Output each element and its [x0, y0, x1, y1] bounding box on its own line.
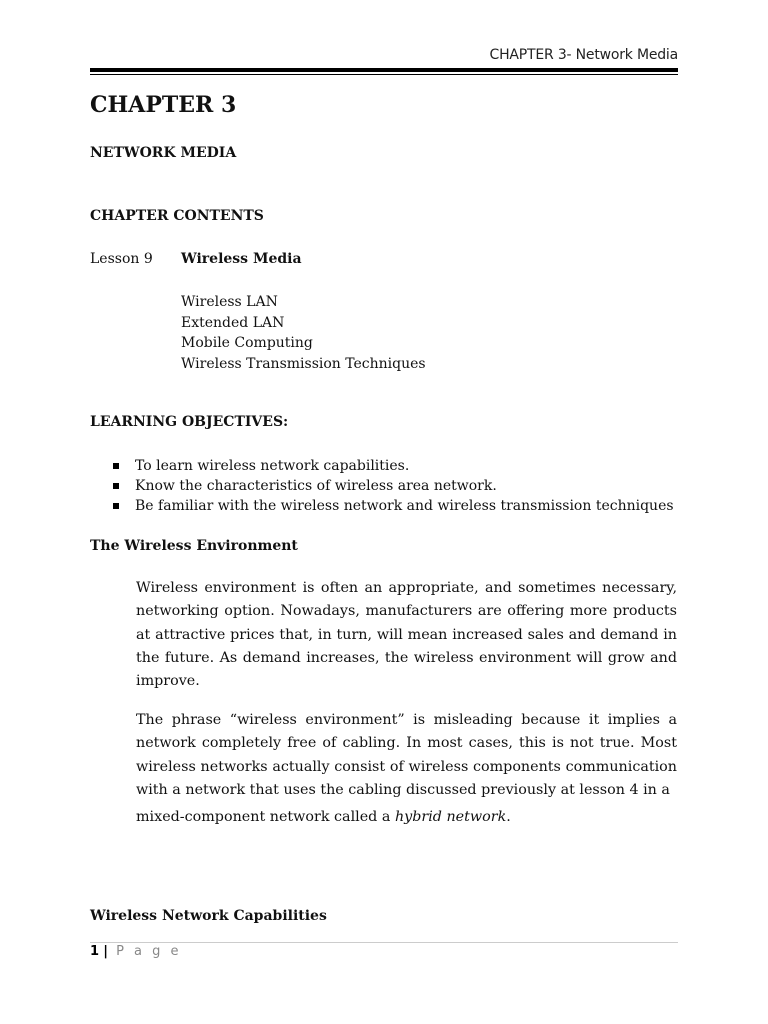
page-label: P a g e: [116, 944, 182, 959]
objectives-list: [113, 456, 674, 516]
footer-rule: [90, 942, 678, 943]
objective-text: To learn wireless network capabilities.: [135, 458, 410, 474]
chapter-subtitle: NETWORK MEDIA: [90, 145, 237, 161]
lesson-label: Lesson 9: [90, 251, 153, 267]
contents-heading: CHAPTER CONTENTS: [90, 208, 264, 224]
paragraph-2-body: The phrase “wireless environment” is misleading because it implies a network completely free of cabling. In most cases, this is not true. Most wireless networks actually consist of wireless components communication with a network that uses the cabling discussed previously at lesson 4 in a: [136, 712, 677, 798]
objective-text: Know the characteristics of wireless area network.: [135, 478, 497, 494]
page-separator: |: [103, 944, 108, 959]
paragraph-1: Wireless environment is often an appropriate, and sometimes necessary, networking option. Nowadays, manufacturers are offering more products at attractive prices that, in turn, will mean increased sales and demand in the future. As demand increases, the wireless environment will grow and improve.: [136, 580, 677, 690]
section-heading-wireless-environment: The Wireless Environment: [90, 538, 298, 554]
section-heading-capabilities: Wireless Network Capabilities: [90, 908, 327, 924]
hybrid-network-term: hybrid network: [394, 809, 507, 826]
chapter-title: CHAPTER 3: [90, 92, 237, 118]
page-footer: [90, 944, 182, 959]
objective-item: [113, 496, 674, 516]
objective-text: Be familiar with the wireless network and wireless transmission techniques: [135, 498, 674, 514]
lesson-title: Wireless Media: [181, 251, 302, 267]
running-header: CHAPTER 3- Network Media: [489, 47, 678, 63]
paragraph-2-end-text: mixed-component network called a: [136, 809, 395, 826]
paragraph-2-last-line: [136, 802, 677, 832]
topic-item: Wireless LAN: [181, 294, 278, 310]
topic-item: Mobile Computing: [181, 335, 313, 351]
objective-item: [113, 476, 674, 496]
bullet-icon: [113, 503, 119, 509]
objectives-heading: LEARNING OBJECTIVES:: [90, 414, 289, 430]
bullet-icon: [113, 463, 119, 469]
topic-item: Extended LAN: [181, 314, 285, 331]
lesson-topics: [181, 292, 426, 374]
bullet-icon: [113, 483, 119, 489]
paragraph-2-end-period: .: [506, 809, 511, 826]
page-number: 1: [90, 944, 100, 959]
header-rule-thick: [90, 68, 678, 72]
paragraph-2: [136, 709, 677, 832]
topic-item: Wireless Transmission Techniques: [181, 355, 426, 372]
objective-item: [113, 456, 674, 476]
header-rule-thin: [90, 74, 678, 75]
